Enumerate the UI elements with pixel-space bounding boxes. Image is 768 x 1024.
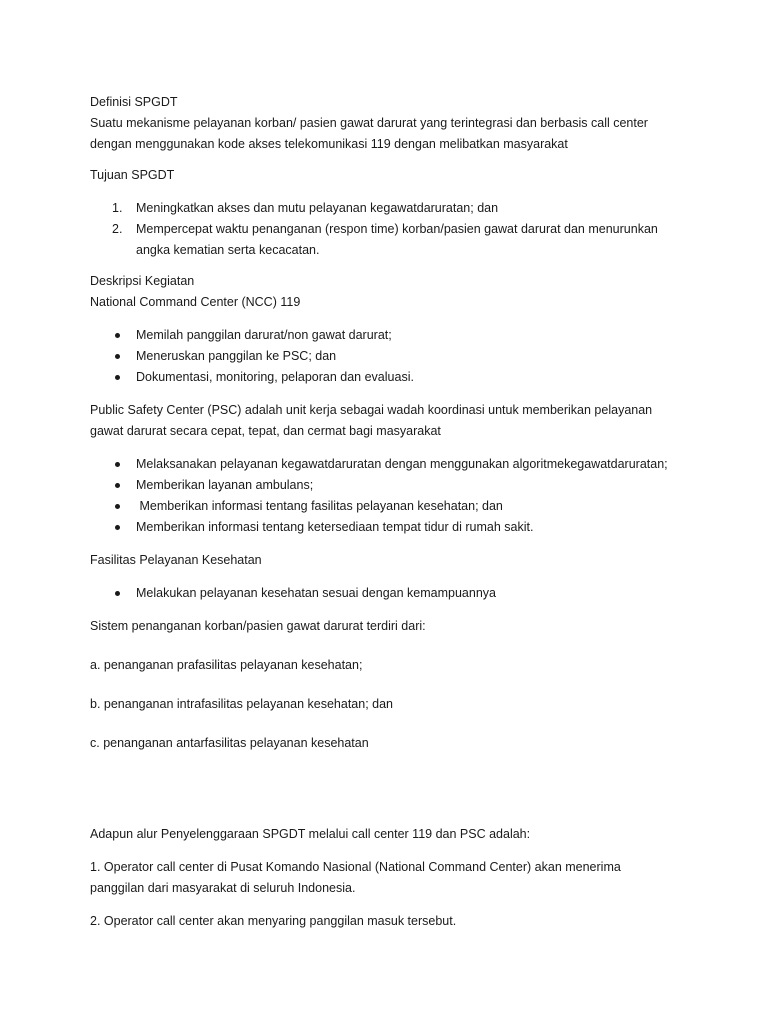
tujuan-text-cont: angka kematian serta kecacatan. [136,243,320,257]
list-item-text: Memberikan layanan ambulans; [136,478,314,492]
tujuan-text: Mempercepat waktu penanganan (respon time) korban/pasien gawat darurat dan menurunkan [136,222,658,236]
bullet-icon [115,375,120,380]
sistem-item-b: b. penanganan intrafasilitas pelayanan kesehatan; dan [90,697,394,711]
bullet-icon [115,333,120,338]
document-content [90,92,690,932]
psc-line-2: gawat darurat secara cepat, tepat, dan cermat bagi masyarakat [90,424,441,438]
heading-tujuan: Tujuan SPGDT [90,168,175,182]
sistem-title: Sistem penanganan korban/pasien gawat darurat terdiri dari: [90,619,426,633]
sistem-item-a: a. penanganan prafasilitas pelayanan kesehatan; [90,658,363,672]
heading-deskripsi: Deskripsi Kegiatan [90,274,195,288]
psc-line-1: Public Safety Center (PSC) adalah unit kerja sebagai wadah koordinasi untuk memberikan pelayanan [90,403,653,417]
list-item [90,583,690,604]
bullet-icon [115,591,120,596]
fasilitas-title: Fasilitas Pelayanan Kesehatan [90,553,262,567]
ncc-list [90,325,690,388]
tujuan-number: 1. [112,201,123,215]
alur-step-1-line-2: panggilan dari masyarakat di seluruh Indonesia. [90,881,356,895]
list-item-text: Melakukan pelayanan kesehatan sesuai dengan kemampuannya [136,586,496,600]
sistem-item-c: c. penanganan antarfasilitas pelayanan kesehatan [90,736,369,750]
list-item [90,325,690,346]
list-item-text: Memberikan informasi tentang fasilitas pelayanan kesehatan; dan [136,499,503,513]
tujuan-text: Meningkatkan akses dan mutu pelayanan kegawatdaruratan; dan [136,201,499,215]
bullet-icon [115,483,120,488]
list-item-text: Memberikan informasi tentang ketersediaan tempat tidur di rumah sakit. [136,520,534,534]
alur-step-2: 2. Operator call center akan menyaring panggilan masuk tersebut. [90,914,457,928]
ncc-title: National Command Center (NCC) 119 [90,295,301,309]
list-item [90,496,690,517]
tujuan-list [90,198,690,261]
bullet-icon [115,462,120,467]
list-item [90,517,690,538]
bullet-icon [115,354,120,359]
tujuan-number: 2. [112,222,123,236]
list-item [90,475,690,496]
bullet-icon [115,504,120,509]
list-item [90,367,690,388]
tujuan-item [90,219,690,261]
list-item [90,454,690,475]
tujuan-item [90,198,690,219]
definisi-line-1: Suatu mekanisme pelayanan korban/ pasien gawat darurat yang terintegrasi dan berbasis call center [90,116,648,130]
list-item-text: Dokumentasi, monitoring, pelaporan dan evaluasi. [136,370,414,384]
psc-list [90,454,690,538]
list-item-text: Memilah panggilan darurat/non gawat darurat; [136,328,392,342]
alur-title: Adapun alur Penyelenggaraan SPGDT melalui call center 119 dan PSC adalah: [90,827,531,841]
bullet-icon [115,525,120,530]
list-item-text: Meneruskan panggilan ke PSC; dan [136,349,337,363]
list-item [90,346,690,367]
heading-definisi: Definisi SPGDT [90,95,178,109]
list-item-text: Melaksanakan pelayanan kegawatdaruratan dengan menggunakan algoritmekegawatdaruratan; [136,457,668,471]
definisi-line-2: dengan menggunakan kode akses telekomunikasi 119 dengan melibatkan masyarakat [90,137,568,151]
alur-step-1-line-1: 1. Operator call center di Pusat Komando Nasional (National Command Center) akan menerima [90,860,621,874]
fasilitas-list [90,583,690,604]
